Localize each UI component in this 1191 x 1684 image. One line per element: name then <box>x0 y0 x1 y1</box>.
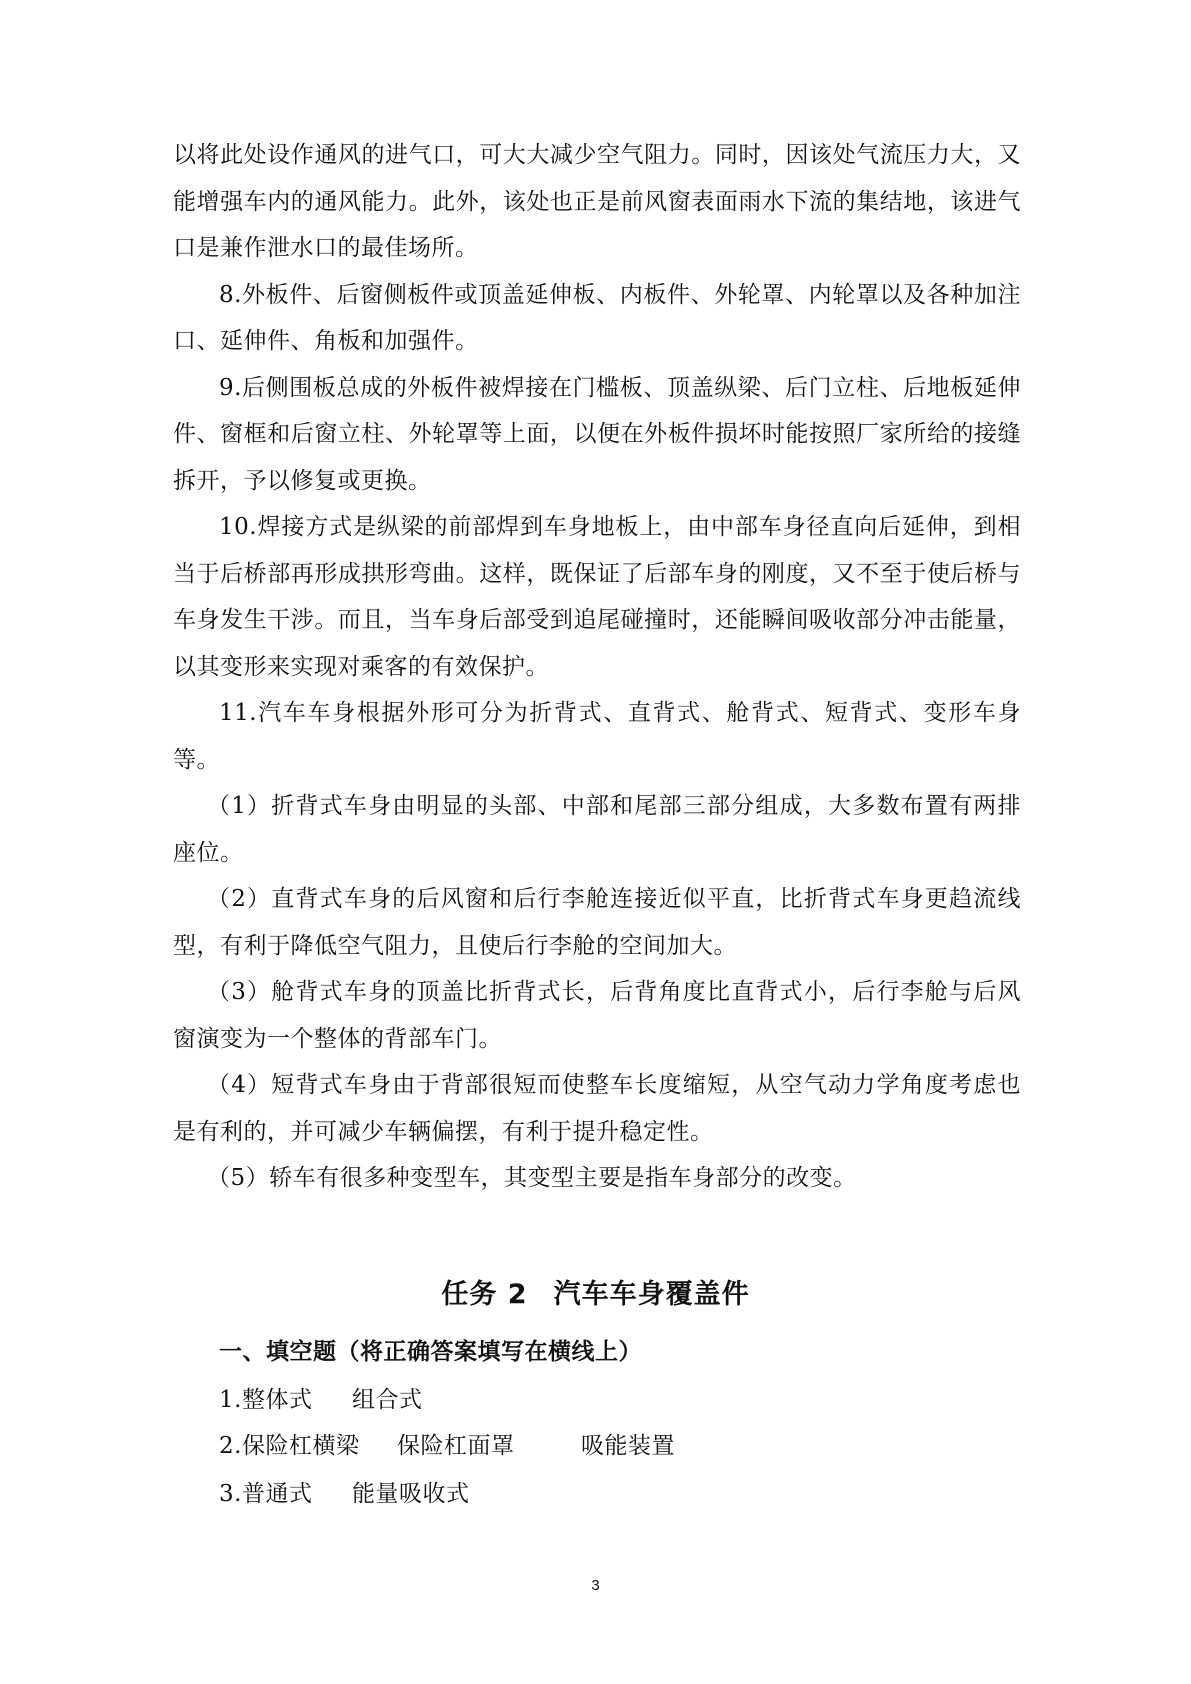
paragraph-subitem-1: （1）折背式车身由明显的头部、中部和尾部三部分组成，大多数布置有两排座位。 <box>173 793 1021 866</box>
answer-row-1 <box>219 1381 422 1414</box>
answer-value: 组合式 <box>351 1387 423 1413</box>
paragraph-item-8: 8.外板件、后窗侧板件或顶盖延伸板、内板件、外轮罩、内轮罩以及各种加注口、延伸件、角板和加强件。 <box>173 281 1021 354</box>
answer-row-2 <box>219 1427 675 1460</box>
paragraph-subitem-4: （4）短背式车身由于背部很短而使整车长度缩短，从空气动力学角度考虑也是有利的，并可减少车辆偏摆，有利于提升稳定性。 <box>173 1072 1021 1145</box>
answer-value: 保险杠面罩 <box>396 1433 515 1459</box>
answer-value: 整体式 <box>241 1387 313 1413</box>
paragraph-continuation: 以将此处设作通风的进气口，可大大减少空气阻力。同时，因该处气流压力大，又能增强车内的通风能力。此外，该处也正是前风窗表面雨水下流的集结地，该进气口是兼作泄水口的最佳场所。 <box>173 142 1021 261</box>
section-heading: 一、填空题（将正确答案填写在横线上） <box>219 1339 642 1365</box>
task-name: 汽车车身覆盖件 <box>553 1279 750 1310</box>
answer-row-3 <box>219 1475 469 1508</box>
answer-value: 普通式 <box>241 1481 313 1507</box>
task-title <box>0 1272 1191 1311</box>
answer-value: 保险杠横梁 <box>241 1433 360 1459</box>
answer-label: 2. <box>219 1433 242 1459</box>
paragraph-item-11: 11.汽车车身根据外形可分为折背式、直背式、舱背式、短背式、变形车身等。 <box>173 700 1021 773</box>
paragraph-subitem-2: （2）直背式车身的后风窗和后行李舱连接近似平直，比折背式车身更趋流线型，有利于降低空气阻力，且使后行李舱的空间加大。 <box>173 886 1021 959</box>
paragraph-subitem-5: （5）轿车有很多种变型车，其变型主要是指车身部分的改变。 <box>207 1165 857 1191</box>
answer-value: 吸能装置 <box>580 1433 675 1459</box>
paragraph-item-10: 10.焊接方式是纵梁的前部焊到车身地板上，由中部车身径直向后延伸，到相当于后桥部再形成拱形弯曲。这样，既保证了后部车身的刚度，又不至于使后桥与车身发生干涉。而且，当车身后部受到追尾碰撞时，还能瞬间吸收部分冲击能量，以其变形来实现对乘客的有效保护。 <box>173 514 1021 680</box>
paragraph-item-9: 9.后侧围板总成的外板件被焊接在门槛板、顶盖纵梁、后门立柱、后地板延伸件、窗框和后窗立柱、外轮罩等上面，以便在外板件损坏时能按照厂家所给的接缝拆开，予以修复或更换。 <box>173 374 1021 494</box>
page-number: 3 <box>591 1577 600 1594</box>
answer-label: 1. <box>219 1387 242 1413</box>
paragraph-subitem-3: （3）舱背式车身的顶盖比折背式长，后背角度比直背式小，后行李舱与后风窗演变为一个整体的背部车门。 <box>173 979 1021 1052</box>
body-text <box>173 132 1021 1202</box>
answer-label: 3. <box>219 1481 242 1507</box>
answer-value: 能量吸收式 <box>351 1481 470 1507</box>
task-number: 任务 2 <box>441 1279 528 1310</box>
